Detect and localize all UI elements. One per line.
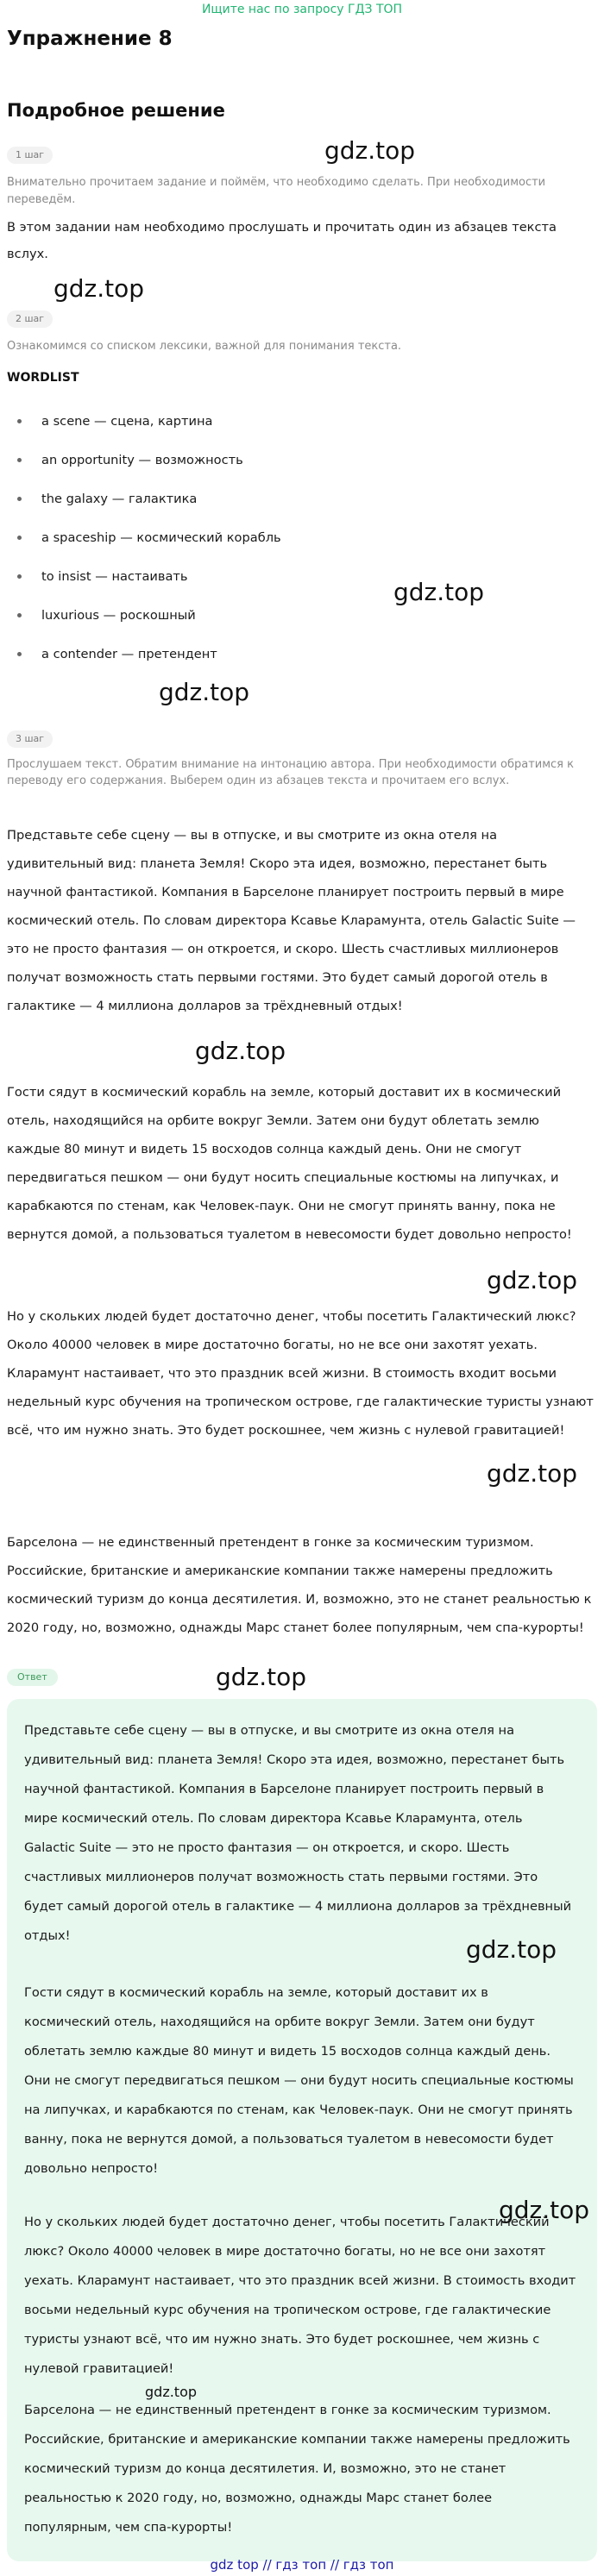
step-3-note: Прослушаем текст. Обратим внимание на интонацию автора. При необходимости обратимся к переводу его содержания. Выберем один из абзацев текста и прочитаем его вслух. [7, 758, 574, 787]
top-banner[interactable]: Ищите нас по запросу ГДЗ ТОП [201, 3, 403, 16]
watermark: gdz.top [466, 1935, 557, 1964]
step-1-text: В этом задании нам необходимо прослушать и прочитать один из абзацев текста вслух. [7, 220, 557, 261]
watermark: gdz.top [159, 678, 250, 706]
watermark: gdz.top [53, 274, 145, 303]
page-title: Упражнение 8 [7, 28, 173, 50]
step-2-badge: 2 шаг [7, 310, 53, 328]
watermark: gdz.top [195, 1037, 286, 1065]
watermark: gdz.top [499, 2196, 590, 2224]
word-list [17, 402, 281, 674]
bullet-icon [17, 652, 22, 656]
answer-paragraph-2: Гости сядут в космический корабль на земле, который доставит их в космический отель, находящийся на орбите вокруг Земли. Затем они будут облетать землю каждые 80 минут и видеть 15 восходов солнца каждый день. Они не смогут передвигаться пешком — они будут носить специальные костюмы на липучках, и карабкаются по стенам, как Человек-паук. Они не смогут принять ванну, пока не вернутся домой, а пользоваться туалетом в невесомости будет довольно непросто! [24, 1985, 574, 2176]
list-item: a scene — сцена, картина [17, 402, 281, 441]
footer-links[interactable]: gdz top // гдз топ // гдз топ [210, 2557, 394, 2573]
step-3-paragraph-2: Гости сядут в космический корабль на земле, который доставит их в космический отель, находящийся на орбите вокруг Земли. Затем они будут облетать землю каждые 80 минут и видеть 15 восходов солнца каждый день. Они не смогут передвигаться пешком — они будут носить специальные костюмы на липучках, и карабкаются по стенам, как Человек-паук. Они не смогут принять ванну, пока не вернутся домой, а пользоваться туалетом в невесомости будет довольно непросто! [7, 1085, 572, 1242]
wordlist-heading: WORDLIST [7, 371, 79, 385]
watermark: gdz.top [487, 1266, 578, 1294]
bullet-icon [17, 536, 22, 540]
answer-badge: Ответ [7, 1669, 58, 1686]
watermark: gdz.top [145, 2384, 198, 2400]
list-item: a spaceship — космический корабль [17, 518, 281, 557]
answer-paragraph-3: Но у скольких людей будет достаточно денег, чтобы посетить Галактический люкс? Около 40000 человек в мире достаточно богаты, но не все они захотят уехать. Кларамунт настаивает, что это праздник всей жизни. В стоимость входит восьми недельный курс обучения на тропическом острове, где галактические туристы узнают всё, что им нужно знать. Это будет роскошнее, чем жизнь с нулевой гравитацией! [24, 2215, 576, 2376]
bullet-icon [17, 574, 22, 579]
list-item: a contender — претендент [17, 635, 281, 674]
step-3-paragraph-3: Но у скольких людей будет достаточно денег, чтобы посетить Галактический люкс? Около 40000 человек в мире достаточно богаты, но не все они захотят уехать. Кларамунт настаивает, что это праздник всей жизни. В стоимость входит восьми недельный курс обучения на тропическом острове, где галактические туристы узнают всё, что им нужно знать. Это будет роскошнее, чем жизнь с нулевой гравитацией! [7, 1309, 594, 1438]
list-item: luxurious — роскошный [17, 596, 281, 635]
watermark: gdz.top [216, 1663, 307, 1691]
bullet-icon [17, 458, 22, 462]
step-3-paragraph-4: Барселона — не единственный претендент в гонке за космическим туризмом. Российские, британские и американские компании также намерены предложить космический туризм до конца десятилетия. И, возможно, это не станет реальностью к 2020 году, но, возможно, однажды Марс станет более популярным, чем спа-курорты! [7, 1535, 592, 1635]
watermark: gdz.top [324, 136, 416, 165]
bullet-icon [17, 613, 22, 617]
step-1-note: Внимательно прочитаем задание и поймём, что необходимо сделать. При необходимости переведём. [7, 176, 546, 206]
step-3-badge: 3 шаг [7, 730, 53, 748]
section-title: Подробное решение [7, 100, 225, 121]
step-2-note: Ознакомимся со списком лексики, важной для понимания текста. [7, 340, 402, 353]
watermark: gdz.top [393, 578, 485, 606]
list-item: the galaxy — галактика [17, 479, 281, 518]
bullet-icon [17, 497, 22, 501]
answer-paragraph-1: Представьте себе сцену — вы в отпуске, и вы смотрите из окна отеля на удивительный вид: планета Земля! Скоро эта идея, возможно, перестанет быть научной фантастикой. Компания в Барселоне планирует построить первый в мире космический отель. По словам директора Ксавье Кларамунта, отель Galactic Suite — это не просто фантазия — он откроется, и скоро. Шесть счастливых миллионеров получат возможность стать первыми гостями. Это будет самый дорогой отель в галактике — 4 миллиона долларов за трёхдневный отдых! [24, 1723, 572, 1943]
watermark: gdz.top [487, 1459, 578, 1488]
step-3-paragraph-1: Представьте себе сцену — вы в отпуске, и вы смотрите из окна отеля на удивительный вид: планета Земля! Скоро эта идея, возможно, перестанет быть научной фантастикой. Компания в Барселоне планирует построить первый в мире космический отель. По словам директора Ксавье Кларамунта, отель Galactic Suite — это не просто фантазия — он откроется, и скоро. Шесть счастливых миллионеров получат возможность стать первыми гостями. Это будет самый дорогой отель в галактике — 4 миллиона долларов за трёхдневный отдых! [7, 828, 576, 1013]
step-1-badge: 1 шаг [7, 147, 53, 164]
bullet-icon [17, 419, 22, 423]
list-item: to insist — настаивать [17, 557, 281, 596]
list-item: an opportunity — возможность [17, 441, 281, 479]
answer-paragraph-4: Барселона — не единственный претендент в гонке за космическим туризмом. Российские, британские и американские компании также намерены предложить космический туризм до конца десятилетия. И, возможно, это не станет реальностью к 2020 году, но, возможно, однажды Марс станет более популярным, чем спа-курорты! [24, 2403, 570, 2535]
